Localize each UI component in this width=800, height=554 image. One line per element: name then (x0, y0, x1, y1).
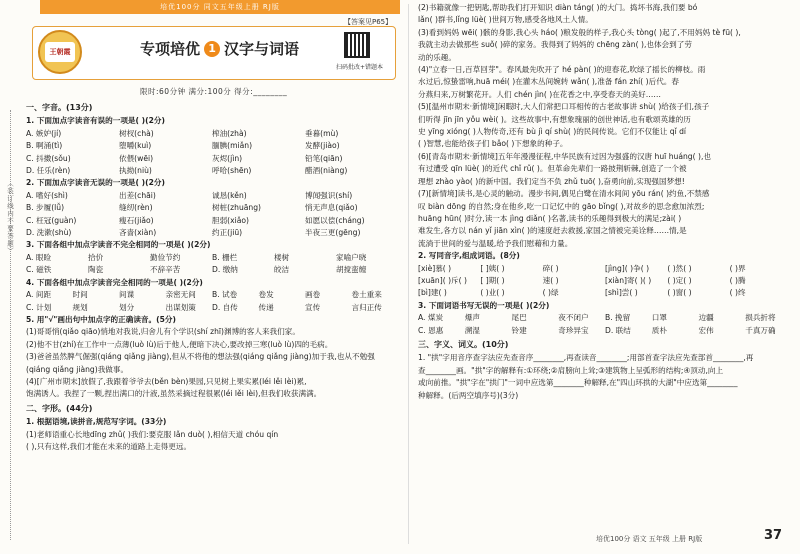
option-cell: D. 自传 (212, 302, 238, 312)
text-line: 史 yīng xióng( )人物传奇,还有 bù jì qí shù( )的民间传说。它们不仅能让 qǐ dí (418, 127, 687, 137)
question-title: 3. 下面词语书写无误的一项是( )(2分) (418, 300, 550, 310)
option-cell: 呼哈(shēn) (212, 166, 252, 176)
option-cell: 间谍 (119, 290, 135, 300)
footer-info: 培优100分 语文 五年级 上册 RJ版 (596, 535, 703, 543)
option-cell: B. 啊涌(tì) (26, 141, 63, 151)
option-cell: B. 栅栏 (212, 252, 238, 262)
option-cell: [shì]尝( ) (604, 288, 638, 298)
option-cell: 铃建 (511, 325, 527, 335)
option-cell: 依偎(wēi) (119, 153, 154, 163)
question-lines (26, 326, 398, 400)
binding-line (10, 110, 12, 540)
option-cell: 出谋划策 (165, 302, 196, 312)
option-cell: 瘦石(jiǎo) (119, 215, 154, 225)
question-title: 5. 用"√"画出句中加点字的正确读音。(5分) (26, 314, 176, 324)
option-cell: ( )腾 (729, 275, 746, 285)
text-line: 我就主动去做那些 suǒ( )碎的家务。我得到了妈妈的 chēng zàn( ),也体会到了劳 (418, 40, 692, 50)
option-grid (418, 312, 792, 337)
option-cell: 腼腆(miǎn) (212, 141, 253, 151)
title-number-badge: 1 (204, 41, 220, 57)
page-number: 37 (764, 528, 783, 543)
question-title: 2. 写同音字,组成词语。(8分) (418, 251, 520, 261)
section-heading: 一、字音。(13分) (26, 103, 93, 112)
option-cell: 夜不闭户 (558, 313, 589, 323)
option-row (26, 289, 398, 301)
question-lines (418, 352, 792, 402)
option-cell: ( )然( ) (667, 263, 692, 273)
option-row (26, 190, 398, 202)
question-title: 1. 下面加点字读音有误的一项是( )(2分) (26, 116, 165, 126)
text-line: 分燕归来,万树繁花开。人们 chén jìn( )在花香之中,享受春天的美好…… (418, 89, 661, 99)
option-cell: 质朴 (651, 325, 667, 335)
option-cell: 树桩(zhuāng) (212, 203, 262, 213)
section-heading: 三、字义、词义。(10分) (418, 339, 509, 349)
option-cell: 醋酒(niàng) (305, 166, 348, 176)
option-cell: 树杈(chà) (119, 128, 154, 138)
option-cell: [ ]期( ) (480, 275, 505, 285)
text-line: ( ),只有这样,我们才能在未来的道路上走得更远。 (26, 441, 192, 451)
text-line: (1)老师语重心长地dīng zhǔ( )我们:要克服 lǎn duò( ),相信天道 chóu qín (26, 429, 279, 439)
option-cell: 皎洁 (274, 265, 290, 275)
text-line: ( )智慧,也能给孩子们 bǎo( )下想象的种子。 (418, 139, 568, 149)
top-banner: 培优100分 同文五年级上册 RJ版 (40, 0, 400, 14)
qr-code-icon[interactable] (344, 32, 370, 58)
option-cell: A. 嗜好(shì) (26, 190, 68, 200)
option-cell: A. 嫉妒(jí) (26, 128, 62, 138)
text-line: (5)[温州市期末·新情境]闲暇时,大人们常把口耳相传的古老故事讲 shù( )给孩子们,孩子 (418, 102, 710, 112)
option-cell: 千真万确 (745, 325, 776, 335)
option-cell: 胆弱(xiǎo) (212, 215, 250, 225)
option-cell: 宏伟 (698, 325, 714, 335)
option-cell: 速( ) (542, 275, 559, 285)
option-cell: [xiè]慕( ) (418, 263, 452, 273)
title-main: 汉字与词语 (224, 40, 300, 58)
option-cell: ( )定( ) (667, 275, 692, 285)
section-heading: 二、字形。(44分) (26, 403, 93, 413)
option-row (26, 202, 398, 214)
text-line: 水过后,惊蛰雷响,huā méi( )在灌木丛间婉转 wǎn( ),准备 fán zhí( )后代。春 (418, 77, 679, 87)
option-cell: C. 计划 (26, 302, 52, 312)
option-cell: 拾价 (88, 252, 104, 262)
option-cell: 卷土重来 (351, 290, 382, 300)
binding-notice: （装订线内不要答题） (6, 180, 14, 255)
option-cell: 画卷 (305, 290, 321, 300)
option-grid (26, 289, 398, 314)
option-cell: 划分 (119, 302, 135, 312)
text-line: 1. "拱"字用音序查字法应先查音序________,再查读音________;用部首查字法应先查部首________,再 (418, 353, 754, 363)
option-cell: D. 联结 (605, 325, 631, 335)
option-cell: 榨油(zhà) (212, 128, 247, 138)
option-row (418, 325, 792, 337)
text-line: (2)他不甘(zhí)在工作中一点薄(luò lù)后于他人,便暗下决心,要改掉三寒(luò lù)四的毛病。 (26, 339, 333, 349)
title-prefix: 专项培优 (140, 40, 201, 58)
option-row (26, 264, 398, 276)
option-cell: [xuān]( )斥( ) (418, 275, 467, 285)
option-cell: 发酵(jiào) (305, 141, 340, 151)
option-grid (418, 263, 792, 300)
question-title: 4. 下面各组中加点字读音完全相同的一项是( )(2分) (26, 277, 203, 287)
option-cell: D. 任乐(rèn) (26, 166, 71, 176)
option-row (26, 128, 398, 140)
option-cell: 传递 (258, 302, 274, 312)
option-cell: ( )业( ) (480, 288, 505, 298)
text-line: (3)看到妈妈 wēi( )骸的身影,我心头 háo( )粮发般的样子,我心头 tòng( )起了,不用妈妈 tè fū( ), (418, 27, 741, 37)
option-cell: 勤俭节约 (150, 252, 181, 262)
option-row (26, 140, 398, 152)
option-cell: ( )绿 (542, 288, 559, 298)
option-cell: 陶瓷 (88, 265, 104, 275)
text-line: (1)哥哥悄(qiǎo qiāo)悄地对我说,归舍儿有个学识(shí zhī)渊博的客人来我们家。 (26, 327, 300, 337)
option-cell: ( )界 (729, 263, 746, 273)
option-cell: B. 挽留 (605, 313, 631, 323)
text-line: 种解释。(后两空填序号)(3分) (418, 390, 519, 400)
option-cell: 奇珍异宝 (558, 325, 589, 335)
option-cell: 损兵折将 (745, 313, 776, 323)
text-line: 查________画。"拱"字的解释有:①环绕;②肩膀向上耸;③建筑物上呈弧形的结构;④顶动,向上 (418, 365, 724, 375)
question-lines (26, 429, 398, 454)
option-cell: 悄无声息(qiǎo) (305, 203, 358, 213)
option-cell: 灰烬(jìn) (212, 153, 243, 163)
brand-logo (38, 30, 82, 74)
option-row (26, 252, 398, 264)
option-cell: 时间 (72, 290, 88, 300)
option-cell: 垂暮(mù) (305, 128, 339, 138)
option-cell: D. 缴纳 (212, 265, 238, 275)
text-line: 饱满诱人。我捏了一颗,捏出满口的汁液,虽然采摘过程很累(léi lěi lèi),但我们收获满满。 (26, 389, 322, 399)
option-grid (26, 190, 398, 240)
option-cell: 家喻户晓 (336, 252, 367, 262)
option-cell: 博闻强识(shí) (305, 190, 353, 200)
question-lines (418, 2, 792, 250)
text-line: 们听得 jīn jīn yǒu wèi( )。这些故事中,有想象瑰丽的创世神话,也有歌颂英雄的历 (418, 114, 691, 124)
option-cell: C. 恩惠 (418, 325, 444, 335)
option-cell: 规划 (72, 302, 88, 312)
option-cell: 宣传 (305, 302, 321, 312)
text-line: (4)[广州市期末]放假了,我跟着爷爷去(běn bèn)果园,只见树上果实累(léi lěi lèi)累, (26, 376, 307, 386)
option-cell: A. 眼睑 (26, 252, 52, 262)
option-cell: 尾巴 (511, 313, 527, 323)
option-cell: A. 煤炭 (418, 313, 444, 323)
text-line: 有过遭受 qīn lüè( )的近代 chǐ rǔ( )。但革命先辈们一路披荆斩棘,创造了一个被 (418, 164, 687, 174)
text-line: (3)爸爸虽然脾气倔强(qiáng qiǎng jiàng),但从不将他的想法强(qiáng qiǎng jiàng)加于我,也从不勉强(qiáng qiǎng jiàng)我做事。 (26, 352, 375, 374)
option-cell: 诚恳(kěn) (212, 190, 247, 200)
option-cell: [ ]姨( ) (480, 263, 505, 273)
option-row (418, 312, 792, 324)
option-cell: 溯湿 (464, 325, 480, 335)
option-cell: 亲密无间 (165, 290, 196, 300)
option-cell: C. 磁铁 (26, 265, 52, 275)
option-cell: 卷发 (258, 290, 274, 300)
option-cell: 执拗(niù) (119, 166, 152, 176)
option-cell: 爆声 (464, 313, 480, 323)
option-row (26, 302, 398, 314)
text-line: 动的乐趣。 (418, 52, 456, 62)
option-grid (26, 252, 398, 277)
answer-reference: 【答案见P65】 (344, 18, 393, 26)
text-line: (4)"立春一日,百草回芽"。春风最先吹开了 hé pàn( )的迎春花,吹绿了摇长的柳枝。雨 (418, 65, 706, 75)
option-cell: 吝啬(xiàn) (119, 228, 157, 238)
text-line: 叹 biàn dōng 的自然;身在他乡,吃一口记忆中的 gāo bǐng( ),对故乡的思念愈加浓烈; (418, 201, 705, 211)
option-cell: 出差(chāi) (119, 190, 156, 200)
option-cell: 铅笔(qiān) (305, 153, 343, 163)
option-cell: 半夜三更(gēng) (305, 228, 361, 238)
text-line: (2)书籍就像一把钥匙,帮助我们打开知识 diàn táng( )的大门。捣坏书海,我们要 bó (418, 3, 698, 12)
option-row (418, 287, 792, 299)
right-column (418, 2, 792, 402)
option-cell: 碎( ) (542, 263, 559, 273)
option-cell: 如愿以偿(cháng) (305, 215, 365, 225)
option-cell: [bì]建( ) (418, 288, 447, 298)
test-meta: 限时:60分钟 满分:100分 得分:________ (140, 87, 288, 96)
option-cell: [jìng]( )争( ) (604, 263, 650, 273)
text-line: 或向前推。"拱"字在"拱门"一词中应选第________种解释,在"四山环拱的大湖"中应选第________ (418, 378, 738, 388)
option-cell: 胡搅蛮缠 (336, 265, 367, 275)
question-title: 3. 下面各组中加点字读音不完全相同的一项是( )(2分) (26, 240, 211, 250)
option-row (26, 153, 398, 165)
left-column (26, 100, 398, 453)
text-line: 理想 zhào yào( )的新中国。我们定当不负 zhǔ tuō( ),奋勇向前,实现强国梦想! (418, 176, 685, 186)
option-row (26, 165, 398, 177)
option-cell: C. 枉冠(guàn) (26, 215, 77, 225)
option-cell: 言归正传 (351, 302, 382, 312)
option-cell: D. 洗漱(shù) (26, 228, 72, 238)
option-row (26, 227, 398, 239)
question-title: 2. 下面加点字读音无误的一项是( )(2分) (26, 178, 165, 188)
option-cell: 口罩 (651, 313, 667, 323)
page-title (140, 38, 299, 59)
option-cell: 不辞辛苦 (150, 265, 181, 275)
option-cell: [xiàn]寄( )( ) (604, 275, 652, 285)
option-cell: A. 间距 (26, 290, 52, 300)
option-row (418, 275, 792, 287)
question-title: 1. 根据语境,读拼音,规范写字词。(33分) (26, 417, 167, 427)
logo-text: 王朝霞 (45, 42, 75, 62)
option-cell: B. 试卷 (212, 290, 238, 300)
text-line: 难发生,各方以 nán yǐ jiān xìn( )的速度赶去救援,家国之情被完美诠释……情,是 (418, 226, 687, 236)
text-line: 流淌于世间的爱与温暖,给予我们慰藉和力量。 (418, 238, 573, 248)
option-cell: ( )终 (729, 288, 746, 298)
option-cell: 堕嚼(kuì) (119, 141, 152, 151)
option-cell: 约正(jiū) (212, 228, 243, 238)
option-cell: B. 步履(lǚ) (26, 203, 65, 213)
option-cell: C. 抖擞(sǒu) (26, 153, 71, 163)
option-cell: ( )窗( ) (667, 288, 692, 298)
option-cell: 边疆 (698, 313, 714, 323)
option-row (26, 215, 398, 227)
option-grid (26, 128, 398, 178)
text-line: lǎn( )群书,lǐng lüè( )世间万物,感受各地风土人情。 (418, 15, 593, 25)
text-line: (7)[新情境]读书,是心灵的触动。漫步书间,偶见白鹭在清水间间 yōu rán( )约鱼,不禁感 (418, 189, 710, 199)
option-cell: 楼树 (274, 252, 290, 262)
qr-caption: 扫码批改+错题本 (336, 64, 384, 71)
option-row (418, 263, 792, 275)
text-line: (6)[青岛市期末·新情境]五年年漫漫征程,中华民族有过因为强盛的汉唐 huī huáng( ),也 (418, 151, 711, 161)
text-line: huāng hūn( )时分,读一本 jìng diǎn( )名著,读书的乐趣得到极大的满足;zài( ) (418, 213, 682, 223)
column-divider (408, 4, 409, 544)
option-cell: 缝纫(rèn) (119, 203, 153, 213)
